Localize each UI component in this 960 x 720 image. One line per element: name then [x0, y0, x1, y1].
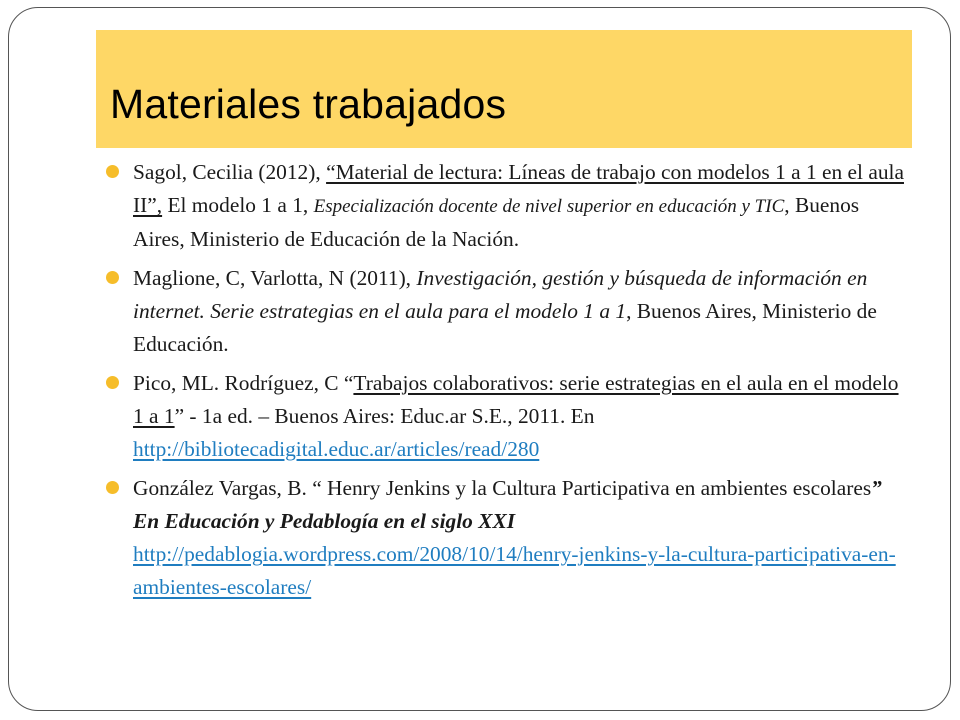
reference-list [106, 156, 906, 610]
bullet-icon [106, 481, 119, 494]
title-band [96, 30, 912, 148]
ref-title-underlined: “Material de lectura: Líneas de trabajo con modelos 1 a 1 en el aula II”, [133, 160, 904, 217]
ref-text: Pico, ML. Rodríguez, C “ [133, 371, 354, 395]
bullet-icon [106, 271, 119, 284]
bullet-icon [106, 376, 119, 389]
reference-item-gonzalez [106, 472, 906, 604]
ref-text: Maglione, C, Varlotta, N (2011), [133, 266, 417, 290]
slide-title: Materiales trabajados [110, 81, 507, 127]
ref-title-underlined: Trabajos colaborativos: serie estrategias en el aula en el modelo 1 a 1 [133, 371, 899, 428]
ref-text: González Vargas, B. “ Henry Jenkins y la Cultura Participativa en ambientes escolares [133, 476, 872, 500]
reference-item-maglione [106, 262, 906, 361]
ref-text: , Buenos Aires, Ministerio de Educación. [133, 299, 877, 356]
ref-link[interactable]: http://pedablogia.wordpress.com/2008/10/14/henry-jenkins-y-la-cultura-participativa-en-ambientes-escolares/ [133, 542, 896, 599]
ref-bold-italic: ” En Educación y Pedablogía en el siglo XXI [133, 476, 882, 533]
ref-text: , Buenos Aires, Ministerio de Educación de la Nación. [133, 193, 860, 251]
ref-link[interactable]: http://bibliotecadigital.educ.ar/articles/read/280 [133, 437, 540, 461]
ref-italic: Especialización docente de nivel superior en educación y TIC [313, 196, 785, 217]
ref-text: El modelo 1 a 1, [162, 193, 314, 217]
ref-italic: Investigación, gestión y búsqueda de información en internet. Serie estrategias en el aula para el modelo 1 a 1 [133, 266, 868, 323]
ref-text: Sagol, Cecilia (2012), [133, 160, 327, 184]
reference-item-sagol [106, 156, 906, 256]
reference-item-pico [106, 367, 906, 466]
bullet-icon [106, 165, 119, 178]
ref-text: ” - 1a ed. – Buenos Aires: Educ.ar S.E., 2011. En [174, 404, 595, 428]
